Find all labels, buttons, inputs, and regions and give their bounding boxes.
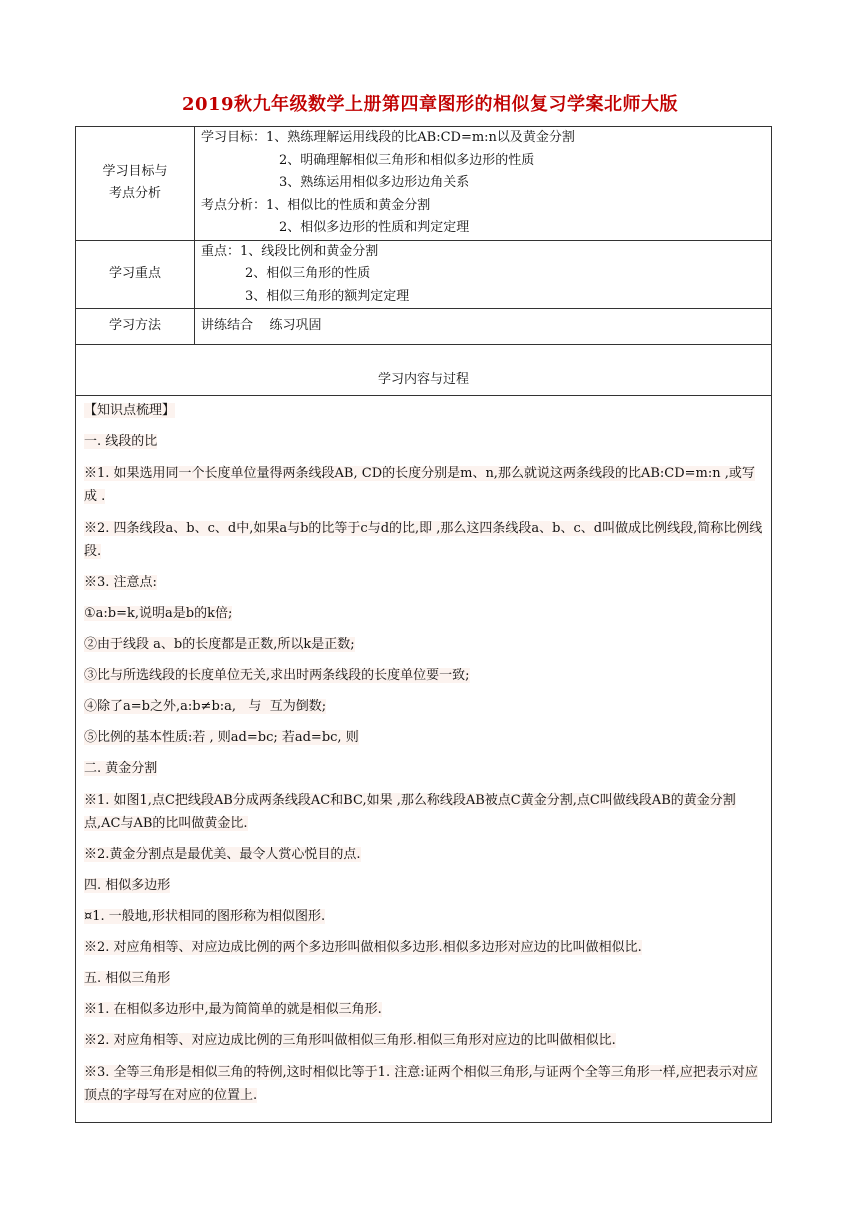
- body-paragraph: ④除了a=b之外,a:b≠b:a, 与 互为倒数;: [84, 699, 327, 714]
- body-paragraph: ②由于线段 a、b的长度都是正数,所以k是正数;: [84, 637, 355, 652]
- goals-label-line2: 考点分析: [108, 186, 161, 202]
- body-paragraph: ※3. 注意点:: [84, 575, 157, 590]
- body-paragraph: ※1. 如果选用同一个长度单位量得两条线段AB, CD的长度分别是m、n,那么就说这两条线段的比AB:CD=m:n ,或写成 .: [84, 466, 755, 504]
- study-plan-table: [75, 126, 772, 1123]
- body-paragraph: 五. 相似三角形: [84, 971, 171, 986]
- body-paragraph: ①a:b=k,说明a是b的k倍;: [84, 606, 233, 621]
- process-body-cell: [76, 396, 772, 1123]
- body-paragraph: ※2. 对应角相等、对应边成比例的两个多边形叫做相似多边形.相似多边形对应边的比叫做相似比.: [84, 940, 642, 955]
- method-label-cell: 学习方法: [76, 309, 195, 345]
- goals-label-line1: 学习目标与: [102, 163, 168, 179]
- focus-content-cell: [195, 240, 772, 309]
- method-row: [76, 309, 772, 345]
- body-paragraph: ※2.黄金分割点是最优美、最令人赏心悦目的点.: [84, 847, 361, 862]
- goals-line: 考点分析：1、相似比的性质和黄金分割: [201, 197, 431, 213]
- body-paragraph: ⑤比例的基本性质:若 , 则ad=bc; 若ad=bc, 则: [84, 730, 359, 745]
- focus-line: 3、相似三角形的额判定定理: [245, 288, 410, 304]
- body-paragraph: 二. 黄金分割: [84, 761, 158, 776]
- body-paragraph: 四. 相似多边形: [84, 878, 171, 893]
- goals-line: 2、相似多边形的性质和判定定理: [279, 220, 470, 235]
- focus-row: [76, 240, 772, 309]
- process-body-row: [76, 396, 772, 1123]
- body-paragraph: ¤1. 一般地,形状相同的图形称为相似图形.: [84, 909, 326, 924]
- process-header: 学习内容与过程: [76, 345, 772, 396]
- focus-line: 2、相似三角形的性质: [245, 266, 371, 281]
- goals-content-cell: [195, 127, 772, 241]
- method-content-cell: 讲练结合 练习巩固: [195, 309, 772, 345]
- focus-label-cell: 学习重点: [76, 240, 195, 309]
- body-paragraph: ※3. 全等三角形是相似三角的特例,这时相似比等于1. 注意:证两个相似三角形,与证两个全等三角形一样,应把表示对应顶点的字母写在对应的位置上.: [84, 1065, 758, 1103]
- body-paragraph: 一. 线段的比: [84, 434, 158, 449]
- goals-label-cell: [76, 127, 195, 241]
- body-paragraph: ※2. 四条线段a、b、c、d中,如果a与b的比等于c与d的比,即 ,那么这四条线段a、b、c、d叫做成比例线段,简称比例线段.: [84, 521, 763, 559]
- process-header-row: [76, 345, 772, 396]
- body-paragraph: 【知识点梳理】: [84, 403, 176, 418]
- body-paragraph: ※1. 如图1,点C把线段AB分成两条线段AC和BC,如果 ,那么称线段AB被点C黄金分割,点C叫做线段AB的黄金分割点,AC与AB的比叫做黄金比.: [84, 793, 736, 831]
- goals-line: 3、熟练运用相似多边形边角关系: [279, 175, 470, 190]
- body-paragraph: ③比与所选线段的长度单位无关,求出时两条线段的长度单位要一致;: [84, 668, 470, 683]
- body-paragraph: ※1. 在相似多边形中,最为简简单的就是相似三角形.: [84, 1002, 382, 1017]
- document-title: 2019秋九年级数学上册第四章图形的相似复习学案北师大版: [181, 94, 679, 115]
- goals-line: 学习目标：1、熟练理解运用线段的比AB:CD=m:n以及黄金分割: [201, 130, 575, 145]
- body-paragraph: ※2. 对应角相等、对应边成比例的三角形叫做相似三角形.相似三角形对应边的比叫做相似比.: [84, 1033, 616, 1048]
- goals-line: 2、明确理解相似三角形和相似多边形的性质: [279, 152, 535, 168]
- goals-row: [76, 127, 772, 241]
- focus-line: 重点：1、线段比例和黄金分割: [201, 243, 379, 259]
